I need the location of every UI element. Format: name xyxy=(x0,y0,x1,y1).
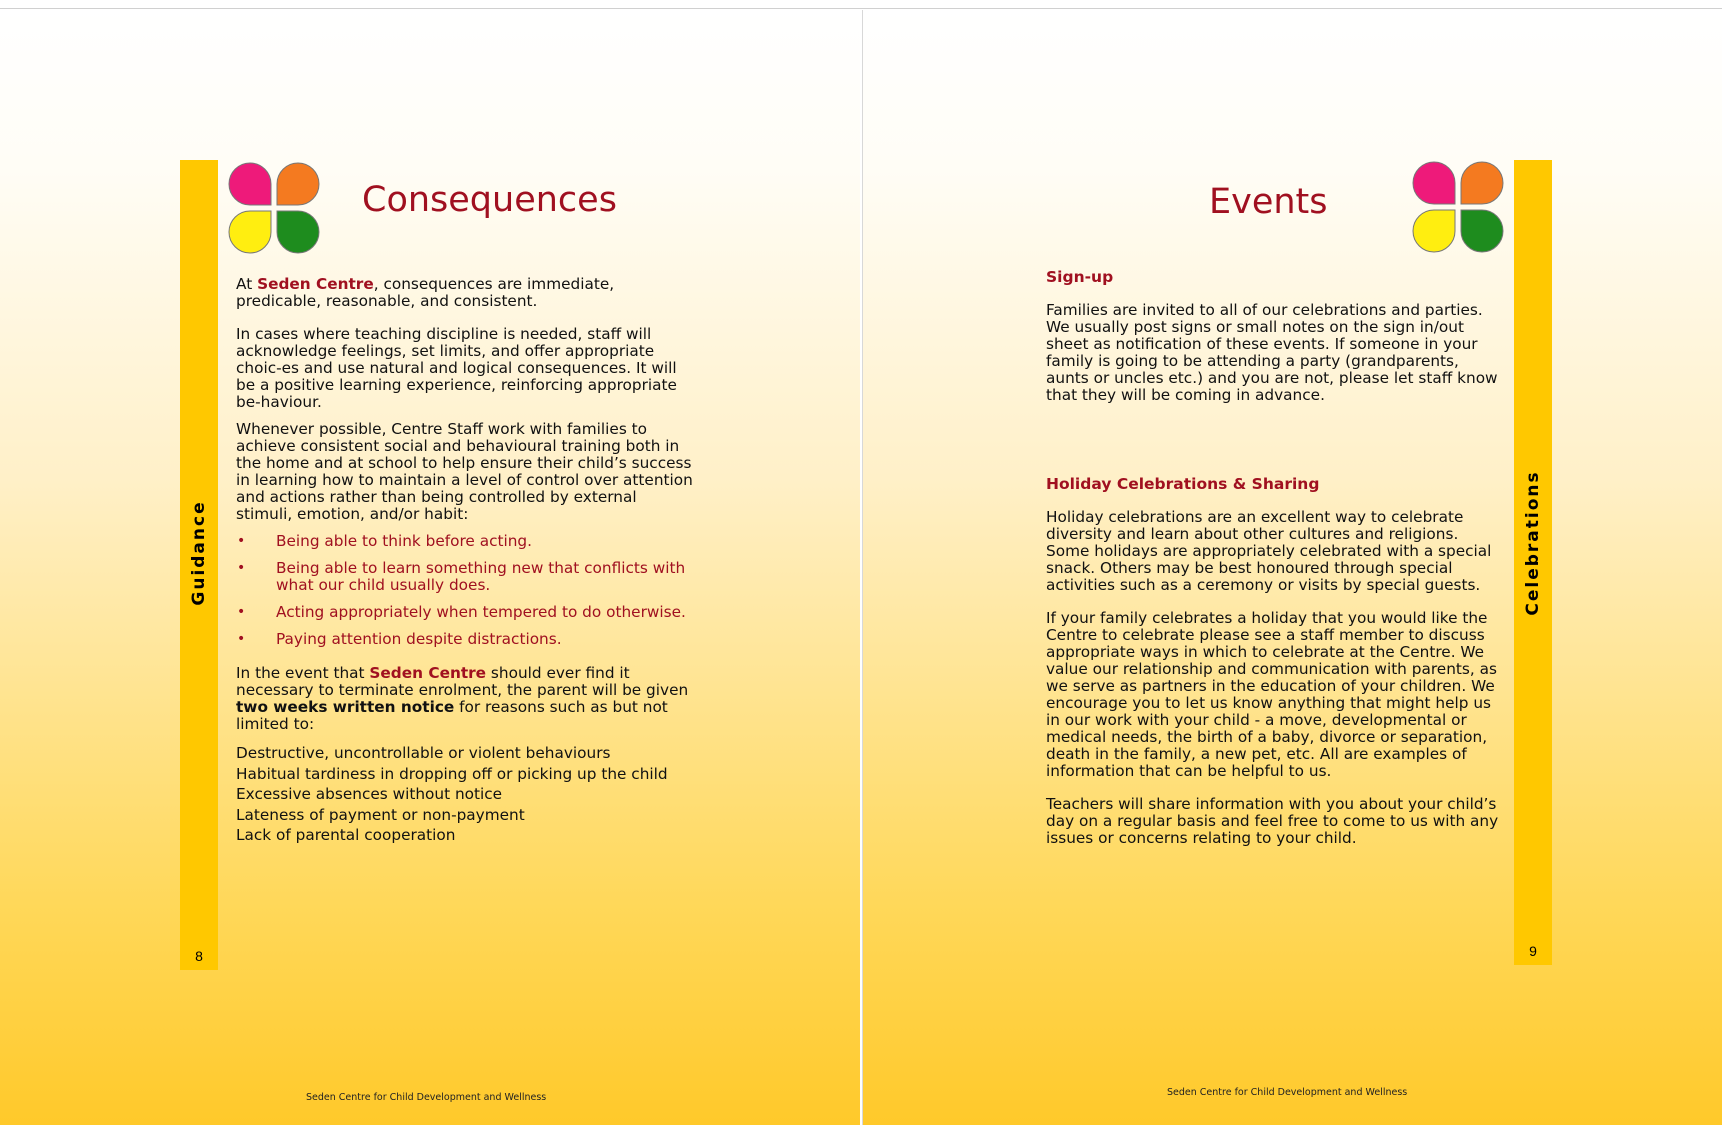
signup-body: Families are invited to all of our celebrations and parties. We usually post signs or small notes on the sign in/out sheet as notification of these events. If someone in your family is going to be attending a party (grandparents, aunts or uncles etc.) and you are not, please let staff know that they will be coming in advance. xyxy=(1046,301,1498,404)
skills-list xyxy=(236,533,696,648)
page-number: 9 xyxy=(1529,943,1537,959)
page-title: Consequences xyxy=(362,180,617,220)
page-9 xyxy=(862,10,1722,1125)
page-footer: Seden Centre for Child Development and Wellness xyxy=(306,1092,547,1103)
list-item: • Paying attention despite distractions. xyxy=(236,631,696,648)
page-number: 8 xyxy=(195,948,203,964)
page-8 xyxy=(0,10,860,1125)
intro-paragraph: At Seden Centre, consequences are immediate, predicable, reasonable, and consistent. xyxy=(236,275,615,310)
window-top-border xyxy=(0,8,1722,9)
list-item: Destructive, uncontrollable or violent behaviours xyxy=(236,744,611,762)
centre-name: Seden Centre xyxy=(257,275,374,293)
sidebar-label: Guidance xyxy=(189,500,209,606)
discipline-paragraph: In cases where teaching discipline is needed, staff will acknowledge feelings, set limits, and offer appropriate choic-es and use natural and logical consequences. It will be a positive learning experience, reinforcing appropriate be-haviour. xyxy=(236,325,677,411)
list-item: Excessive absences without notice xyxy=(236,785,503,803)
termination-paragraph: In the event that Seden Centre should ever find it necessary to terminate enrolment, the parent will be given two weeks written notice for reasons such as but not limited to: xyxy=(236,664,689,733)
holiday-heading: Holiday Celebrations & Sharing xyxy=(1046,475,1320,493)
page-title: Events xyxy=(1209,182,1328,222)
four-petal-logo-icon xyxy=(228,162,320,254)
list-item: Lateness of payment or non-payment xyxy=(236,805,525,824)
notice-period: two weeks written notice xyxy=(236,698,455,716)
holiday-paragraph-1: Holiday celebrations are an excellent way to celebrate diversity and learn about other cultures and religions. Some holidays are appropriately celebrated with a special snack. Others may be best honoured through special activities such as a ceremony or visits by special guests. xyxy=(1046,508,1492,594)
page-footer: Seden Centre for Child Development and Wellness xyxy=(1167,1087,1408,1098)
list-item: Habitual tardiness in dropping off or picking up the child xyxy=(236,764,668,783)
termination-reasons xyxy=(236,743,696,846)
list-item: • Being able to learn something new that conflicts with what our child usually does. xyxy=(236,560,696,594)
list-item: • Being able to think before acting. xyxy=(236,533,696,550)
list-item: • Acting appropriately when tempered to do otherwise. xyxy=(236,604,696,621)
holiday-paragraph-2: If your family celebrates a holiday that you would like the Centre to celebrate please see a staff member to discuss appropriate ways in which to celebrate at the Centre. We value our relationship and communication with parents, as we serve as partners in the education of your children. We encourage you to let us know anything that might help us in our work with your child - a move, developmental or medical needs, the birth of a baby, divorce or separation, death in the family, a new pet, etc. All are examples of information that can be helpful to us. xyxy=(1046,609,1497,780)
families-paragraph: Whenever possible, Centre Staff work with families to achieve consistent social and behavioural training both in the home and at school to help ensure their child’s success in learning how to maintain a level of control over attention and actions rather than being controlled by external stimuli, emotion, and/or habit: xyxy=(236,420,693,523)
sidebar-tab-guidance xyxy=(180,160,218,970)
sidebar-label: Celebrations xyxy=(1523,470,1543,616)
list-item: Lack of parental cooperation xyxy=(236,826,456,844)
page-body xyxy=(236,276,696,846)
holiday-paragraph-3: Teachers will share information with you about your child’s day on a regular basis and feel free to come to us with any issues or concerns relating to your child. xyxy=(1046,795,1499,847)
holiday-body xyxy=(1046,509,1501,847)
signup-heading: Sign-up xyxy=(1046,268,1114,286)
four-petal-logo-icon xyxy=(1412,161,1504,253)
sidebar-tab-celebrations xyxy=(1514,160,1552,965)
